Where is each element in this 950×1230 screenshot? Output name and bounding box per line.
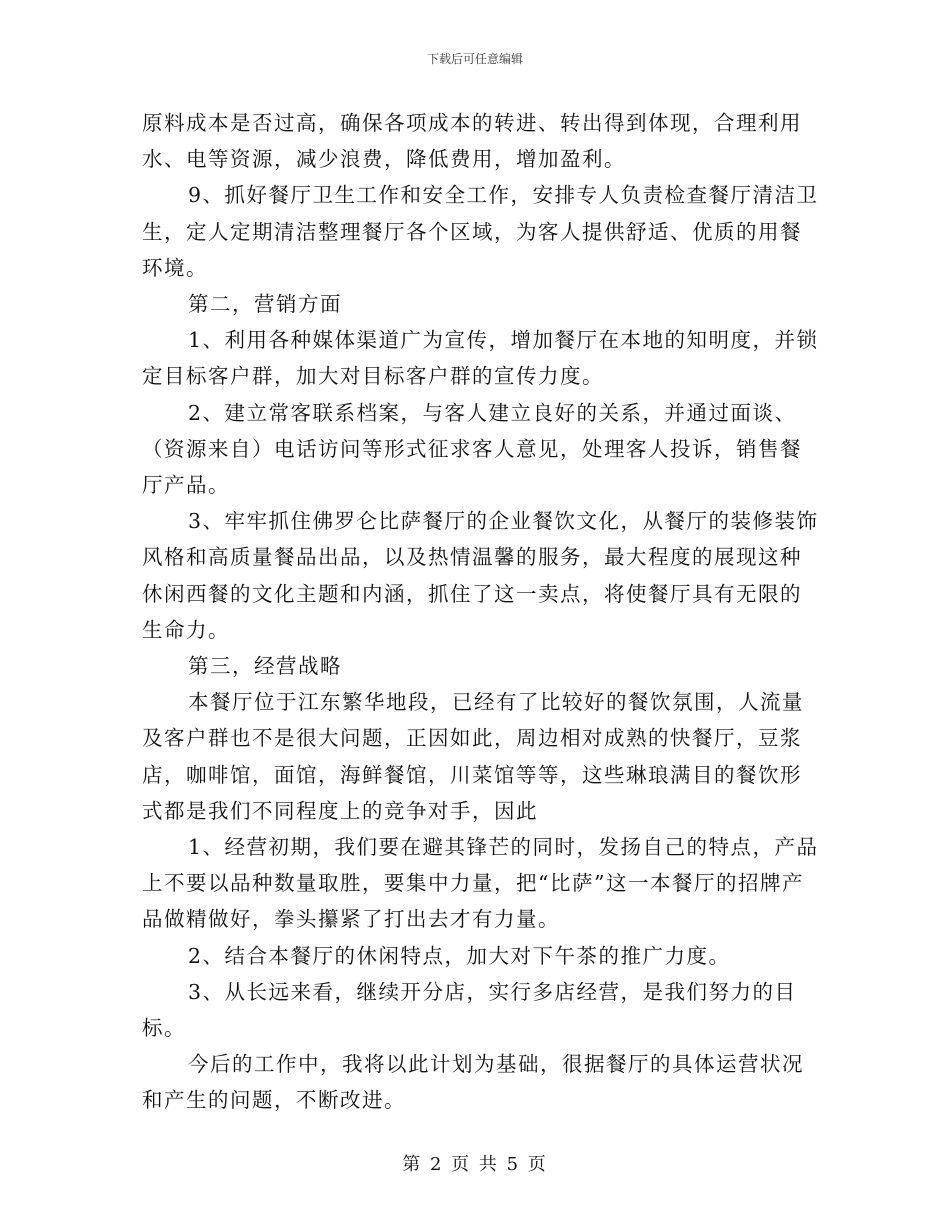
paragraph-strategy-intro: 本餐厅位于江东繁华地段，已经有了比较好的餐饮氛围，人流量及客户群也不是很大问题，正因如此，周边相对成熟的快餐厅，豆浆店，咖啡馆，面馆，海鲜餐馆，川菜馆等等，这些琳琅满目的餐饮形式都是我们不同程度上的竞争对手，因此 (142, 690, 804, 823)
section-heading-strategy: 第三，经营战略 (188, 654, 342, 679)
document-body (142, 105, 822, 1119)
section-heading-marketing: 第二，营销方面 (188, 292, 342, 317)
paragraph-item-9-hygiene: 9、抓好餐厅卫生工作和安全工作，安排专人负责检查餐厅清洁卫生，定人定期清洁整理餐厅各个区域，为客人提供舒适、优质的用餐环境。 (142, 183, 819, 280)
paragraph-strategy-item-2: 2、结合本餐厅的休闲特点，加大对下午茶的推广力度。 (188, 943, 731, 968)
paragraph-marketing-item-2: 2、建立常客联系档案，与客人建立良好的关系，并通过面谈、（资源来自）电话访问等形式征求客人意见，处理客人投诉，销售餐厅产品。 (142, 400, 802, 498)
paragraph-conclusion: 今后的工作中，我将以此计划为基础，很据餐厅的具体运营状况和产生的问题，不断改进。 (142, 1052, 804, 1113)
paragraph-marketing-item-1: 1、利用各种媒体渠道广为宣传，增加餐厅在本地的知明度，并锁定目标客户群，加大对目标客户群的宣传力度。 (142, 328, 819, 389)
paragraph-strategy-item-3: 3、从长远来看，继续开分店，实行多店经营，是我们努力的目标。 (142, 979, 797, 1041)
paragraph-strategy-item-1: 1、经营初期，我们要在避其锋芒的同时，发扬自己的特点，产品上不要以品种数量取胜，要集中力量，把“比萨”这一本餐厅的招牌产品做精做好，拳头攥紧了打出去才有力量。 (142, 835, 819, 932)
page-header: 下载后可任意编辑 (426, 52, 523, 66)
page-number-footer: 第 2 页 共 5 页 (402, 1154, 548, 1175)
paragraph-marketing-item-3: 3、牢牢抓住佛罗仑比萨餐厅的企业餐饮文化，从餐厅的装修装饰风格和高质量餐品出品，以及热情温馨的服务，最大程度的展现这种休闲西餐的文化主题和内涵，抓住了这一卖点，将使餐厅具有无限的生命力。 (142, 509, 819, 642)
paragraph-cost-control-continued: 原料成本是否过高，确保各项成本的转进、转出得到体现，合理利用水、电等资源，减少浪费，降低费用，增加盈利。 (142, 111, 802, 172)
